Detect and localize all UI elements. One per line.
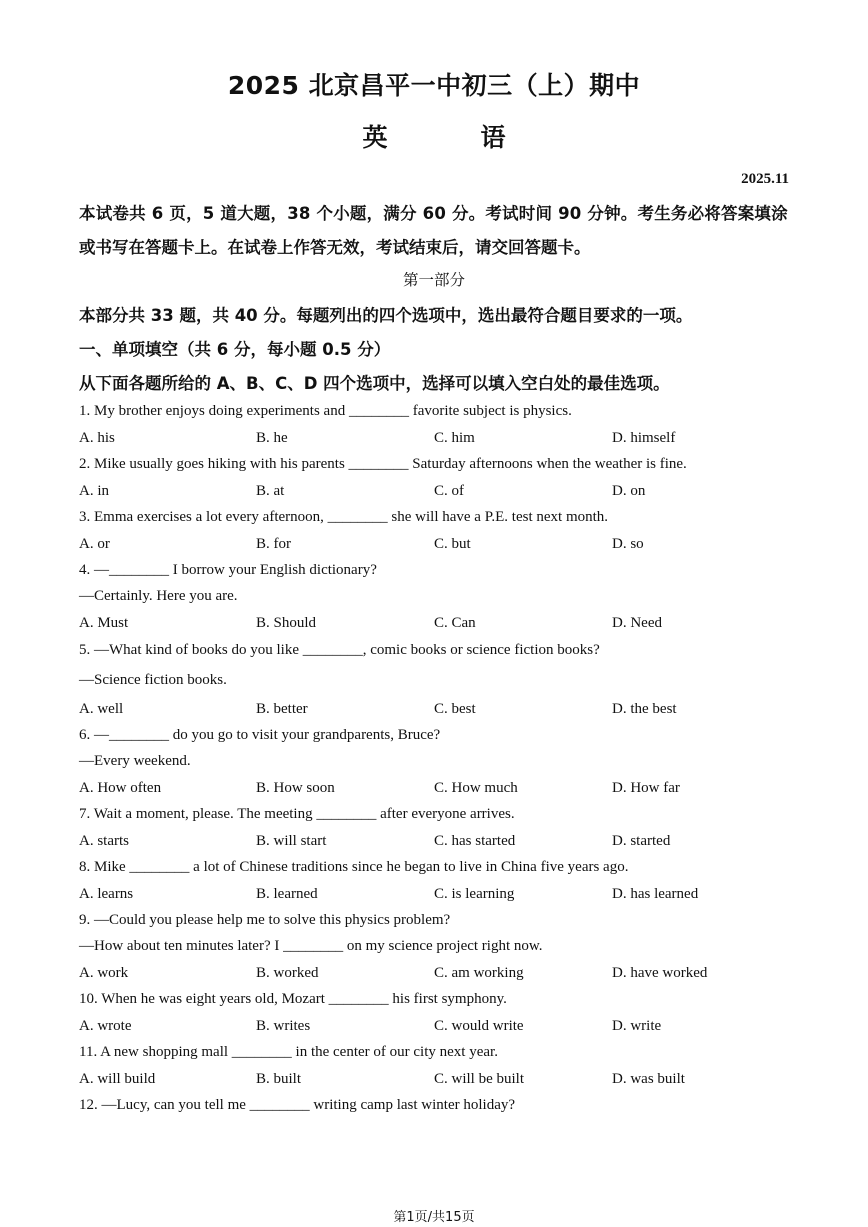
option-c: C. How much — [434, 780, 518, 796]
option-d: D. How far — [612, 780, 680, 796]
question-4-stem: 4. —________ I borrow your English dictionary? — [79, 562, 377, 578]
question-5-response: —Science fiction books. — [79, 672, 227, 688]
option-c: C. best — [434, 701, 476, 717]
option-a: A. will build — [79, 1071, 156, 1087]
question-7-options — [79, 833, 799, 853]
option-d: D. has learned — [612, 886, 699, 902]
option-b: B. built — [256, 1071, 302, 1087]
exam-date: 2025.11 — [741, 171, 789, 187]
question-6-response: —Every weekend. — [79, 753, 191, 769]
option-d: D. on — [612, 483, 646, 499]
option-a: A. well — [79, 701, 124, 717]
question-3-options — [79, 536, 799, 556]
question-12-stem: 12. —Lucy, can you tell me ________ writing camp last winter holiday? — [79, 1097, 516, 1113]
question-9-response: —How about ten minutes later? I ________ on my science project right now. — [79, 938, 543, 954]
question-11-stem: 11. A new shopping mall ________ in the center of our city next year. — [79, 1044, 498, 1060]
question-5-options — [79, 701, 799, 721]
question-10-stem: 10. When he was eight years old, Mozart ________ his first symphony. — [79, 991, 507, 1007]
question-6-stem: 6. —________ do you go to visit your grandparents, Bruce? — [79, 727, 441, 743]
question-6-options — [79, 780, 799, 800]
option-c: C. but — [434, 536, 471, 552]
option-d: D. was built — [612, 1071, 685, 1087]
option-a: A. Must — [79, 615, 129, 631]
option-b: B. will start — [256, 833, 327, 849]
option-b: B. he — [256, 430, 288, 446]
option-c: C. would write — [434, 1018, 524, 1034]
instructions-line-2: 或书写在答题卡上。在试卷上作答无效，考试结束后，请交回答题卡。 — [79, 238, 591, 257]
option-c: C. is learning — [434, 886, 515, 902]
question-3-stem: 3. Emma exercises a lot every afternoon, ________ she will have a P.E. test next month. — [79, 509, 609, 525]
section-title: 一、单项填空（共 6 分，每小题 0.5 分） — [79, 340, 391, 359]
part-title: 第一部分 — [402, 271, 465, 289]
option-c: C. him — [434, 430, 475, 446]
option-d: D. Need — [612, 615, 662, 631]
page-footer: 第1页/共15页 — [393, 1210, 475, 1225]
option-a: A. How often — [79, 780, 162, 796]
question-8-stem: 8. Mike ________ a lot of Chinese traditions since he began to live in China five years ago. — [79, 859, 629, 875]
option-b: B. at — [256, 483, 285, 499]
option-b: B. better — [256, 701, 308, 717]
instructions-line-1: 本试卷共 6 页，5 道大题，38 个小题，满分 60 分。考试时间 90 分钟。考生务必将答案填涂 — [79, 204, 788, 223]
option-c: C. am working — [434, 965, 524, 981]
question-4-response: —Certainly. Here you are. — [79, 588, 238, 604]
option-b: B. writes — [256, 1018, 311, 1034]
option-b: B. Should — [256, 615, 317, 631]
question-5-stem: 5. —What kind of books do you like ________, comic books or science fiction books? — [79, 642, 600, 658]
option-d: D. write — [612, 1018, 662, 1034]
option-d: D. the best — [612, 701, 677, 717]
part-description: 本部分共 33 题，共 40 分。每题列出的四个选项中，选出最符合题目要求的一项。 — [79, 306, 693, 325]
question-8-options — [79, 886, 799, 906]
question-9-stem: 9. —Could you please help me to solve this physics problem? — [79, 912, 451, 928]
option-b: B. for — [256, 536, 291, 552]
option-c: C. has started — [434, 833, 516, 849]
exam-title: 2025 北京昌平一中初三（上）期中 — [227, 71, 641, 100]
question-9-options — [79, 965, 799, 985]
option-c: C. will be built — [434, 1071, 524, 1087]
option-d: D. started — [612, 833, 671, 849]
option-c: C. of — [434, 483, 464, 499]
option-a: A. or — [79, 536, 110, 552]
option-d: D. have worked — [612, 965, 708, 981]
option-a: A. in — [79, 483, 109, 499]
option-c: C. Can — [434, 615, 476, 631]
option-a: A. his — [79, 430, 115, 446]
option-b: B. How soon — [256, 780, 335, 796]
option-a: A. wrote — [79, 1018, 132, 1034]
section-direction: 从下面各题所给的 A、B、C、D 四个选项中，选择可以填入空白处的最佳选项。 — [79, 374, 670, 393]
option-a: A. starts — [79, 833, 129, 849]
question-1-options — [79, 430, 799, 450]
option-a: A. learns — [79, 886, 134, 902]
option-b: B. worked — [256, 965, 319, 981]
question-7-stem: 7. Wait a moment, please. The meeting ________ after everyone arrives. — [79, 806, 515, 822]
option-d: D. so — [612, 536, 644, 552]
subject-title: 英 语 — [362, 123, 540, 152]
question-4-options — [79, 615, 799, 635]
question-10-options — [79, 1018, 799, 1038]
question-11-options — [79, 1071, 799, 1091]
question-2-stem: 2. Mike usually goes hiking with his parents ________ Saturday afternoons when the weather is fine. — [79, 456, 687, 472]
option-b: B. learned — [256, 886, 318, 902]
option-a: A. work — [79, 965, 129, 981]
question-1-stem: 1. My brother enjoys doing experiments and ________ favorite subject is physics. — [79, 403, 572, 419]
option-d: D. himself — [612, 430, 676, 446]
question-2-options — [79, 483, 799, 503]
